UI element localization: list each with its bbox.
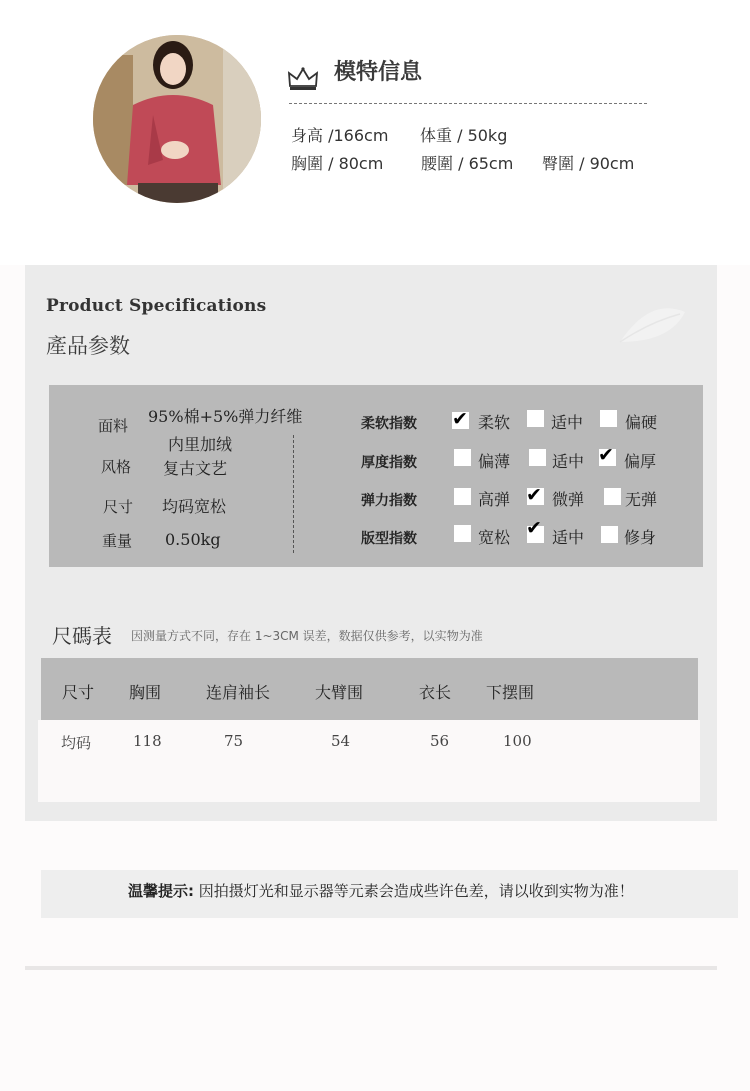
tip-label: 温馨提示: <box>128 882 194 900</box>
option-label: 宽松 <box>478 528 511 547</box>
option-label: 修身 <box>624 528 657 547</box>
table-header-cell: 胸围 <box>129 683 162 702</box>
checkbox <box>604 488 621 505</box>
model-bust: 胸圍 / 80cm <box>291 154 384 173</box>
table-cell: 100 <box>503 732 532 750</box>
check-mark-icon: ✔ <box>598 444 614 466</box>
spec-title-en: Product Specifications <box>46 296 267 316</box>
model-photo <box>93 35 261 203</box>
option-label: 适中 <box>552 452 585 471</box>
check-mark-icon: ✔ <box>526 517 542 539</box>
size-table-note: 因测量方式不同，存在 1~3CM 误差，数据仅供参考，以实物为准 <box>131 629 483 643</box>
spec-divider <box>293 435 294 553</box>
divider <box>289 103 647 104</box>
table-header-cell: 尺寸 <box>62 683 95 702</box>
option-label: 偏硬 <box>625 413 658 432</box>
option-label: 适中 <box>552 528 585 547</box>
table-header-cell: 下摆围 <box>486 683 535 702</box>
checkbox <box>601 526 618 543</box>
softness-index-label: 柔软指数 <box>361 416 417 432</box>
style-label: 风格 <box>101 458 132 476</box>
table-header-cell: 连肩袖长 <box>206 683 271 702</box>
tip-message: 因拍摄灯光和显示器等元素会造成些许色差，请以收到实物为准！ <box>198 882 634 900</box>
checkbox <box>454 449 471 466</box>
model-waist: 腰圍 / 65cm <box>421 154 514 173</box>
option-label: 适中 <box>551 413 584 432</box>
checkbox <box>454 525 471 542</box>
option-label: 微弹 <box>552 490 585 509</box>
option-label: 柔软 <box>478 413 511 432</box>
table-cell: 54 <box>331 732 351 750</box>
size-value: 均码宽松 <box>162 497 227 516</box>
checkbox <box>529 449 546 466</box>
table-cell: 56 <box>430 732 450 750</box>
fabric-value: 95%棉+5%弹力纤维 <box>148 407 303 426</box>
table-cell: 75 <box>224 732 244 750</box>
crown-icon <box>287 66 319 92</box>
style-value: 复古文艺 <box>163 459 228 478</box>
checkbox <box>600 410 617 427</box>
model-info-title: 模特信息 <box>334 60 423 85</box>
leaf-watermark-icon <box>610 292 690 352</box>
check-mark-icon: ✔ <box>452 408 468 430</box>
option-label: 无弹 <box>625 490 658 509</box>
weight-value: 0.50kg <box>165 530 221 549</box>
tip-text <box>128 880 634 901</box>
checkbox <box>527 410 544 427</box>
bottom-divider <box>25 966 717 970</box>
table-header-cell: 大臂围 <box>315 683 364 702</box>
table-cell: 均码 <box>61 734 92 752</box>
fabric-value-2: 内里加绒 <box>168 435 233 454</box>
size-label: 尺寸 <box>103 498 134 516</box>
fabric-label: 面料 <box>98 417 129 435</box>
table-cell: 118 <box>133 732 162 750</box>
table-header-cell: 衣长 <box>419 683 452 702</box>
checkbox <box>454 488 471 505</box>
weight-label: 重量 <box>102 532 133 550</box>
model-weight: 体重 / 50kg <box>420 126 508 145</box>
option-label: 高弹 <box>478 490 511 509</box>
thickness-index-label: 厚度指数 <box>361 455 417 471</box>
elasticity-index-label: 弹力指数 <box>361 493 417 509</box>
spec-title-cn: 產品参数 <box>46 334 130 358</box>
model-height: 身高 /166cm <box>291 126 389 145</box>
size-table-title: 尺碼表 <box>52 624 112 648</box>
fit-index-label: 版型指数 <box>361 531 417 547</box>
option-label: 偏薄 <box>478 452 511 471</box>
option-label: 偏厚 <box>624 452 657 471</box>
check-mark-icon: ✔ <box>526 484 542 506</box>
model-hip: 臀圍 / 90cm <box>542 154 635 173</box>
